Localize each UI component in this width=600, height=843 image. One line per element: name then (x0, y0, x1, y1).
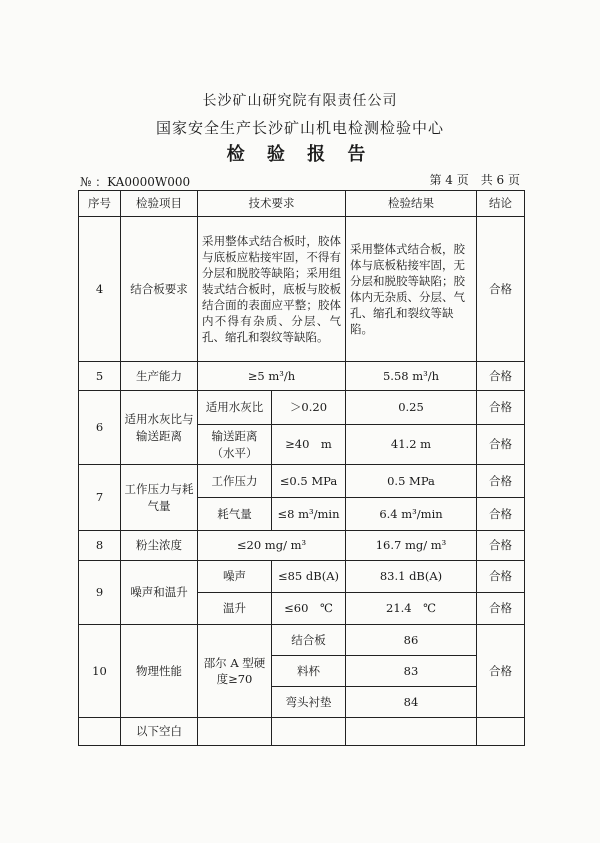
row-conclusion: 合格 (477, 531, 525, 561)
row-requirement: 采用整体式结合板时，胶体与底板应粘接牢固，不得有分层和脱胶等缺陷；采用组装式结合板时，底板与胶板结合面的表面应平整；胶体内不得有杂质、分层、气孔、缩孔和裂纹等缺陷。 (198, 217, 346, 362)
row-no: 7 (79, 465, 121, 531)
row-result: 16.7 mg/ m³ (346, 531, 477, 561)
table-header-row (79, 191, 525, 217)
col-header-no: 序号 (79, 191, 121, 217)
row-result: 86 (346, 625, 477, 656)
row-result: 采用整体式结合板，胶体与底板粘接牢固，无分层和脱胶等缺陷；胶体内无杂质、分层、气孔、缩孔和裂纹等缺陷。 (346, 217, 477, 362)
table-row (79, 718, 525, 746)
row-conclusion: 合格 (477, 362, 525, 391)
report-number: № ：KA0000W000 (80, 175, 191, 189)
table-row (79, 362, 525, 391)
empty-cell (346, 718, 477, 746)
row-no: 10 (79, 625, 121, 718)
row-conclusion: 合格 (477, 425, 525, 465)
row-result: 21.4 ℃ (346, 593, 477, 625)
sub-item-name: 噪声 (198, 561, 272, 593)
row-no: 9 (79, 561, 121, 625)
row-item: 物理性能 (121, 625, 198, 718)
row-requirement: ≤60 ℃ (272, 593, 346, 625)
row-conclusion: 合格 (477, 625, 525, 718)
row-item: 结合板要求 (121, 217, 198, 362)
row-item: 适用水灰比与输送距离 (121, 391, 198, 465)
row-requirement: 邵尔 A 型硬度≥70 (198, 625, 272, 718)
part-name: 弯头衬垫 (272, 687, 346, 718)
row-result: 0.5 MPa (346, 465, 477, 498)
row-result: 83 (346, 656, 477, 687)
row-item: 粉尘浓度 (121, 531, 198, 561)
col-header-conclusion: 结论 (477, 191, 525, 217)
page-indicator: 第 4 页 共 6 页 (429, 173, 520, 187)
sub-item-name: 工作压力 (198, 465, 272, 498)
row-requirement: ≤85 dB(A) (272, 561, 346, 593)
row-item: 生产能力 (121, 362, 198, 391)
row-conclusion: 合格 (477, 498, 525, 531)
col-header-result: 检验结果 (346, 191, 477, 217)
company-name: 长沙矿山研究院有限责任公司 (202, 93, 398, 109)
row-requirement: ≤20 mg/ m³ (198, 531, 346, 561)
row-item: 噪声和温升 (121, 561, 198, 625)
empty-cell (198, 718, 272, 746)
row-requirement: ≥5 m³/h (198, 362, 346, 391)
table-row (79, 465, 525, 498)
row-conclusion: 合格 (477, 593, 525, 625)
row-no: 8 (79, 531, 121, 561)
row-conclusion: 合格 (477, 391, 525, 425)
sub-item-name: 温升 (198, 593, 272, 625)
table-row (79, 391, 525, 425)
row-result: 84 (346, 687, 477, 718)
row-requirement: ≤0.5 MPa (272, 465, 346, 498)
sub-item-name: 输送距离（水平） (198, 425, 272, 465)
row-conclusion: 合格 (477, 465, 525, 498)
row-requirement: ≥40 m (272, 425, 346, 465)
row-result: 5.58 m³/h (346, 362, 477, 391)
sub-item-name: 适用水灰比 (198, 391, 272, 425)
end-of-table-marker: 以下空白 (121, 718, 198, 746)
row-requirement: ＞0.20 (272, 391, 346, 425)
table-row (79, 217, 525, 362)
table-row (79, 531, 525, 561)
row-no: 4 (79, 217, 121, 362)
row-conclusion: 合格 (477, 561, 525, 593)
row-result: 41.2 m (346, 425, 477, 465)
col-header-requirement: 技术要求 (198, 191, 346, 217)
table-row (79, 625, 525, 656)
row-requirement: ≤8 m³/min (272, 498, 346, 531)
col-header-item: 检验项目 (121, 191, 198, 217)
part-name: 结合板 (272, 625, 346, 656)
part-name: 料杯 (272, 656, 346, 687)
row-result: 0.25 (346, 391, 477, 425)
report-title: 检 验 报 告 (226, 144, 374, 165)
empty-cell (272, 718, 346, 746)
row-no: 6 (79, 391, 121, 465)
inspection-table (78, 190, 525, 746)
row-result: 6.4 m³/min (346, 498, 477, 531)
row-conclusion: 合格 (477, 217, 525, 362)
empty-cell (477, 718, 525, 746)
sub-item-name: 耗气量 (198, 498, 272, 531)
center-name: 国家安全生产长沙矿山机电检测检验中心 (155, 119, 444, 137)
table-row (79, 561, 525, 593)
row-result: 83.1 dB(A) (346, 561, 477, 593)
row-no (79, 718, 121, 746)
row-item: 工作压力与耗气量 (121, 465, 198, 531)
row-no: 5 (79, 362, 121, 391)
